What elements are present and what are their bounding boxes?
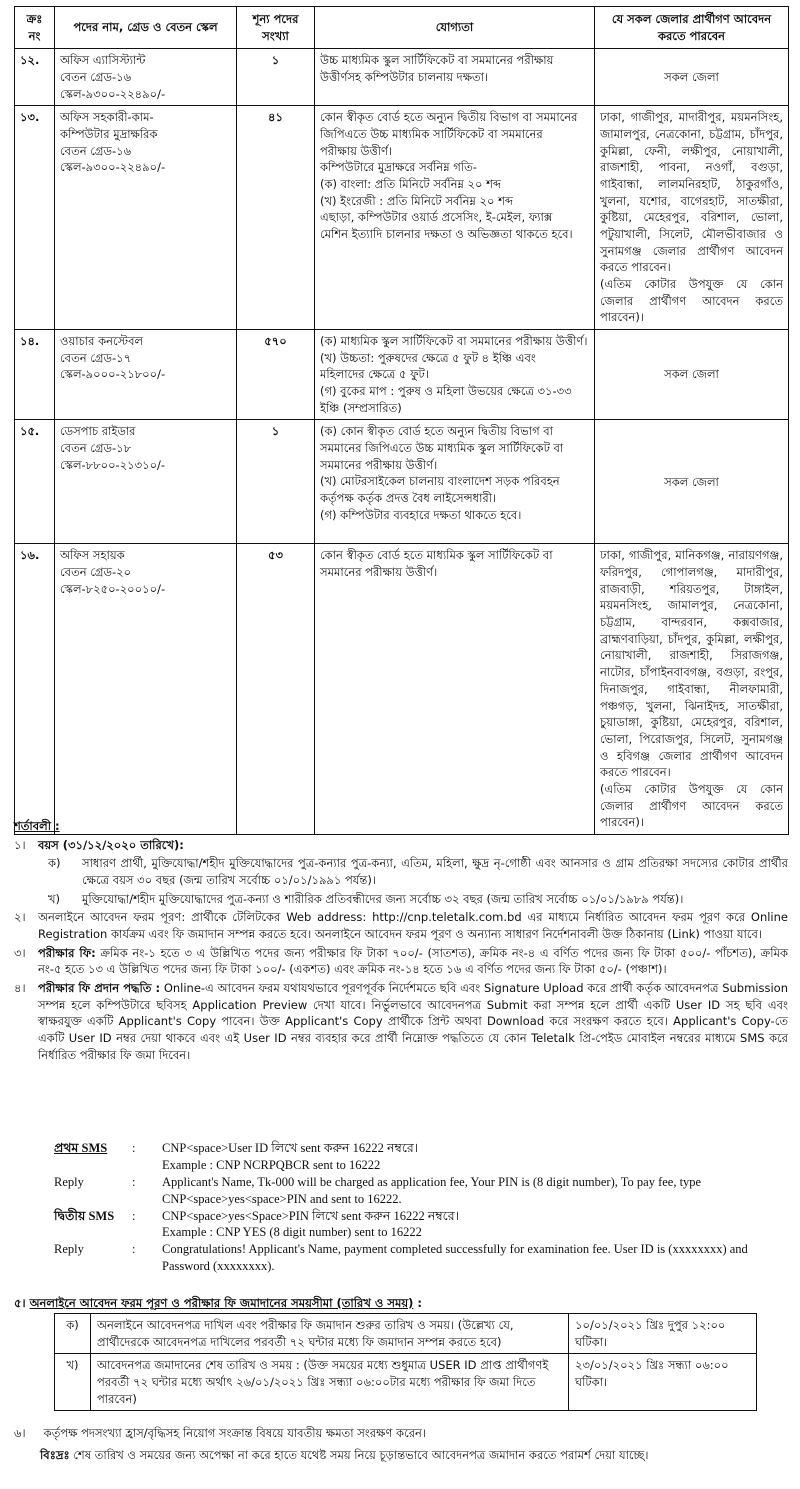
row-vacancy: ৪১: [237, 106, 315, 330]
schedule-key: ক): [55, 1314, 91, 1354]
sms-instructions: প্রথম SMS : CNP<space>User ID লিখে sent করুন 16222 নম্বরে। Example : CNP NCRPQBCR sent to 16222 Reply : Applicant's Name, Tk-000 will be charged as application fee, Your PIN is (8 digit number), To pay fee, type CNP<space>yes<space>PIN and sent to 16222. দ্বিতীয় SMS : CNP<space>yes<Space>PIN লিখে sent করুন 16222 নম্বরে। Example : CNP YES (8 digit number) sent to 16222 Reply : Congratulations! Applicant's Name, payment completed successfully for examination fee. User ID is (xxxxxxxx) and Password (xxxxxxxx).: [54, 1140, 754, 1275]
qual-line: (খ) উচ্চতা: পুরুষদের ক্ষেত্রে ৫ ফুট ৪ ইঞ্চি এবং: [320, 350, 536, 365]
post-line: অফিস সহায়ক: [60, 548, 125, 563]
schedule-when: ২৩/০১/২০২১ খ্রিঃ সন্ধ্যা ০৬:০০ ঘটিকা।: [569, 1354, 757, 1411]
conditions-section: [14, 818, 788, 1063]
qual-line: (গ) কম্পিউটার ব্যবহারে দক্ষতা থাকতে হবে।: [320, 507, 522, 522]
qual-line: কম্পিউটারে মুদ্রাক্ষরে সর্বনিম্ন গতি-: [320, 160, 477, 175]
footnote-head: বিঃদ্রঃ: [40, 1448, 70, 1462]
post-line: স্কেল-৯৩০০-২২৪৯০/-: [60, 160, 166, 175]
first-sms-example: Example : CNP NCRPQBCR sent to 16222: [162, 1157, 381, 1172]
first-sms-text: CNP<space>User ID লিখে sent করুন 16222 নম্বরে।: [162, 1141, 419, 1155]
qual-line: পরীক্ষায় উত্তীর্ণ।: [320, 143, 393, 158]
row-serial: ১৪.: [15, 330, 55, 420]
row-serial: ১৬.: [15, 544, 55, 834]
condition-heading: পরীক্ষার ফি:: [38, 945, 96, 960]
row-vacancy: ৫৭০: [237, 330, 315, 420]
header-post: পদের নাম, গ্রেড ও বেতন স্কেল: [55, 7, 237, 49]
qual-line: মেশিন ইত্যাদি চালনার দক্ষতা ও অভিজ্ঞতা থাকতে হবে।: [320, 227, 573, 242]
row-serial: ১২.: [15, 49, 55, 106]
table-row: [15, 106, 789, 330]
row-qualification: [315, 420, 595, 544]
table-row: [55, 1354, 757, 1411]
reply-label: Reply: [54, 1242, 84, 1257]
condition-age: [14, 837, 788, 908]
row-districts: সকল জেলা: [595, 49, 789, 106]
districts-list: ঢাকা, গাজীপুর, মানিকগঞ্জ, নারায়ণগঞ্জ, ফরিদপুর, গোপালগঞ্জ, মাদারীপুর, রাজবাড়ী, শরিয়তপুর, টাঙ্গাইল, ময়মনসিংহ, জামালপুর, নেত্রকোনা, চট্টগ্রাম, বান্দরবান, কক্সবাজার, ব্রাহ্মণবাড়িয়া, চাঁদপুর, কুমিল্লা, লক্ষীপুর, নোয়াখালী, রাজশাহী, সিরাজগঞ্জ, নাটোর, চাঁপাইনবাবগঞ্জ, বগুড়া, রংপুর, দিনাজপুর, গাইবান্ধা, নীলফামারী, পঞ্চগড়, খুলনা, ঝিনাইদহ, সাতক্ষীরা, চুয়াডাঙ্গা, কুষ্টিয়া, মেহেরপুর, বরিশাল, ভোলা, পিরোজপুর, সিলেট, সুনামগঞ্জ ও হবিগঞ্জ জেলার প্রার্থীগণ আবেদন করতে পারবেন।: [600, 548, 783, 780]
second-sms-example: Example : CNP YES (8 digit number) sent to 16222: [162, 1225, 422, 1240]
qual-line: (খ) ইংরেজী : প্রতি মিনিটে সর্বনিম্ন ২০ শব্দ: [320, 193, 514, 208]
sub-text: মুক্তিযোদ্ধা/শহীদ মুক্তিযোদ্ধাদের পুত্র-কন্যা ও শারীরিক প্রতিবন্ধীদের জন্য সর্বোচ্চ ৩২ বছর (জন্ম তারিখ সর্বোচ্চ ০১/০১/১৯৮৯ পর্যন্ত)।: [82, 891, 684, 906]
schedule-when: ১০/০১/২০২১ খ্রিঃ দুপুর ১২:০০ ঘটিকা।: [569, 1314, 757, 1354]
qual-line: জিপিএতে উচ্চ মাধ্যমিক সার্টিফিকেট বা সমমানের: [320, 127, 543, 142]
table-row: [15, 330, 789, 420]
qual-line: (ক) বাংলা: প্রতি মিনিটে সর্বনিম্ন ২০ শব্দ: [320, 177, 501, 192]
header-districts: যে সকল জেলার প্রার্থীগণ আবেদন করতে পারবেন: [595, 7, 789, 49]
qual-line: (ক) কোন স্বীকৃত বোর্ড হতে অন্যুন দ্বিতীয় বিভাগ বা: [320, 424, 554, 439]
qual-line: (গ) বুকের মাপ : পুরুষ ও মহিলা উভয়ের ক্ষেত্রে ৩১-৩৩: [320, 384, 572, 399]
sub-key: খ): [48, 891, 61, 906]
qual-line: উচ্চ মাধ্যমিক স্কুল সার্টিফিকেট বা সমমানের পরীক্ষায়: [320, 53, 554, 68]
qual-line: সমমানের জিপিএতে উচ্চ মাধ্যমিক স্কুল সার্টিফিকেট বা: [320, 441, 564, 456]
condition-text: Online-এ আবেদন ফরম যথাযথভাবে পূরণপূর্বক নির্দেশমতে ছবি এবং Signature Upload করে প্রার্থী কর্তৃক আবেদনপত্র Submission সম্পন্ন হলে কম্পিউটারে ছবিসহ Application Preview দেখা যাবে। নির্ভুলভাবে আবেদনপত্র Submit করা সম্পন্ন হলে প্রার্থী একটি User ID সহ ছবি এবং স্বাক্ষরযুক্ত একটি Applicant's Copy পাবেন। উক্ত Applicant's Copy প্রার্থীকে প্রিন্ট অথবা Download করে সংরক্ষণ করতে হবে। Applicant's Copy-তে একটি User ID নম্বর দেয়া থাকবে এবং এই User ID নম্বর ব্যবহার করে প্রার্থী নিম্নোক্ত পদ্ধতিতে যে কোন Teletalk প্রি-পেইড মোবাইল নম্বরের মাধ্যমে SMS করে নির্ধারিত পরীক্ষার ফি জমা দিবেন।: [38, 981, 788, 1062]
row-vacancy: ৫৩: [237, 544, 315, 834]
first-sms-label: প্রথম SMS: [54, 1141, 108, 1155]
row-qualification: [315, 106, 595, 330]
sub-text: সাধারণ প্রার্থী, মুক্তিযোদ্ধা/শহীদ মুক্তিযোদ্ধাদের পুত্র-কন্যার পুত্র-কন্যা, এতিম, মহিলা, ক্ষুদ্র নৃ-গোষ্ঠী এবং আনসার ও গ্রাম প্রতিরক্ষা সদস্যের কোটার প্রার্থীর ক্ষেত্রে বয়স ৩০ বছর (জন্ম তারিখ সর্বোচ্চ ০১/০১/১৯৯১ পর্যন্ত)।: [82, 856, 788, 888]
districts-note: (এতিম কোটার উপযুক্ত যে কোন জেলার প্রার্থীগণ আবেদন করতে পারবেন)।: [600, 781, 783, 830]
row-post: [55, 106, 237, 330]
qual-line: কোন স্বীকৃত বোর্ড হতে অন্যুন দ্বিতীয় বিভাগ বা সমমানের: [320, 110, 578, 125]
districts-list: ঢাকা, গাজীপুর, মাদারীপুর, ময়মনসিংহ, জামালপুর, নেত্রকোনা, চট্টগ্রাম, চাঁদপুর, কুমিল্লা, ফেনী, লক্ষীপুর, নোয়াখালী, রাজশাহী, পাবনা, নওগাঁ, বগুড়া, গাইবান্ধা, লালমনিরহাট, ঠাকুরগাঁও, খুলনা, যশোর, বাগেরহাট, সাতক্ষীরা, কুষ্টিয়া, মেহেরপুর, বরিশাল, ভোলা, পটুয়াখালী, সিলেট, মৌলভীবাজার ও সুনামগঞ্জ জেলার প্রার্থীগণ আবেদন করতে পারবেন।: [600, 110, 783, 275]
posts-table: [14, 6, 789, 835]
condition-authority: ৬। কর্তৃপক্ষ পদসংখ্যা হ্রাস/বৃদ্ধিসহ নিয়োগ সংক্রান্ত বিষয়ে যাবতীয় ক্ষমতা সংরক্ষণ করেন।: [14, 1426, 427, 1440]
qual-line: সমমানের পরীক্ষায় উত্তীর্ণ।: [320, 457, 438, 472]
post-line: বেতন গ্রেড-১৭: [60, 350, 132, 365]
condition-heading: পরীক্ষার ফি প্রদান পদ্ধতি :: [38, 981, 161, 996]
row-serial: ১৩.: [15, 106, 55, 330]
table-row: [15, 49, 789, 106]
post-line: অফিস সহকারী-কাম-: [60, 110, 154, 125]
qual-line: কর্তৃপক্ষ কর্তৃক প্রদত্ত বৈধ লাইসেন্সধারী।: [320, 491, 497, 506]
condition-heading: বয়স (৩১/১২/২০২০ তারিখে):: [38, 837, 184, 852]
post-line: স্কেল-৯৩০০-২২৪৯০/-: [60, 86, 166, 101]
row-vacancy: ১: [237, 49, 315, 106]
post-line: স্কেল-৮২৫০-২০০১০/-: [60, 581, 166, 596]
row-districts: [595, 106, 789, 330]
post-line: ওয়াচার কনস্টেবল: [60, 334, 144, 349]
header-serial: ক্রঃ নং: [15, 7, 55, 49]
qual-line: (ক) মাধ্যমিক স্কুল সার্টিফিকেট বা সমমানের পরীক্ষায় উত্তীর্ণ।: [320, 334, 588, 349]
schedule-desc: অনলাইনে আবেদনপত্র দাখিল এবং পরীক্ষার ফি জমাদান শুরুর তারিখ ও সময়। (উল্লেখ্য যে, প্রার্থীদেরকে আবেদনপত্র দাখিলের পরবর্তী ৭২ ঘন্টার মধ্যে ফি জমাদান সম্পন্ন করতে হবে): [91, 1314, 569, 1354]
row-post: [55, 49, 237, 106]
qual-line: ইঞ্চি (সম্প্রসারিত): [320, 400, 402, 415]
qual-line: উত্তীর্ণসহ কম্পিউটার চালনায় দক্ষতা।: [320, 70, 489, 85]
row-qualification: [315, 49, 595, 106]
condition-text: ক্রমিক নং-১ হতে ৩ এ উল্লিখিত পদের জন্য পরীক্ষার ফি টাকা ৭০০/- (সাতশত), ক্রমিক নং-৪ এ বর্ণিত পদের জন্য ফি টাকা ৫০০/- পাঁচশত), ক্রমিক নং-৫ হতে ১৩ এ উল্লিখিত পদের জন্য ফি টাকা ১০০/- (একশত) এবং ক্রমিক নং-১৪ হতে ১৬ এ বর্ণিত পদের জন্য ফি টাকা ৫০/- (পঞ্চাশ)।: [38, 945, 789, 977]
reply-text: Congratulations! Applicant's Name, payment completed successfully for examination fee. User ID is (xxxxxxxx) and Password (xxxxxxxx).: [162, 1242, 748, 1274]
post-line: কম্পিউটার মুদ্রাক্ষরিক: [60, 127, 158, 142]
post-line: ডেসপাচ রাইডার: [60, 424, 136, 439]
row-qualification: [315, 330, 595, 420]
schedule-table: [54, 1313, 757, 1411]
post-line: বেতন গ্রেড-১৮: [60, 441, 132, 456]
condition-number: ৪।: [14, 981, 26, 996]
post-line: বেতন গ্রেড-১৬: [60, 70, 132, 85]
post-line: বেতন গ্রেড-২০: [60, 565, 132, 580]
post-line: অফিস এ্যাসিস্ট্যান্ট: [60, 53, 146, 68]
header-qualification: যোগ্যতা: [315, 7, 595, 49]
row-post: [55, 330, 237, 420]
condition-text: অনলাইনে আবেদন ফরম পূরণ: প্রার্থীকে টেলিটকের Web address: http://cnp.teletalk.com.bd এর মাধ্যমে নির্ধারিত আবেদন ফরম পূরণ করে Online Registration কার্যক্রম এবং ফি জমাদান সম্পন্ন করতে হবে। অনলাইনে আবেদন ফরম পূরণ ও অন্যান্য সাধারণ নির্দেশনাবলী উক্ত ঠিকানায় (Link) পাওয়া যাবে।: [38, 910, 788, 942]
second-sms-text: CNP<space>yes<Space>PIN লিখে sent করুন 16222 নম্বরে।: [162, 1208, 460, 1223]
post-line: স্কেল-৮৮০০-২১৩১০/-: [60, 457, 166, 472]
row-districts: সকল জেলা: [595, 330, 789, 420]
table-row: [55, 1314, 757, 1354]
qual-line: কোন স্বীকৃত বোর্ড হতে মাধ্যমিক স্কুল সার্টিফিকেট বা: [320, 548, 553, 563]
table-header-row: [15, 7, 789, 49]
schedule-title: ৫। অনলাইনে আবেদন ফরম পূরণ ও পরীক্ষার ফি জমাদানের সময়সীমা (তারিখ ও সময়) :: [14, 1296, 422, 1310]
reply-text: Applicant's Name, Tk-000 will be charged as application fee, Your PIN is (8 digit number), To pay fee, type CNP<space>yes<space>PIN and sent to 16222.: [162, 1174, 702, 1206]
table-row: [15, 544, 789, 834]
qual-line: (খ) মোটরসাইকেল চালনায় বাংলাদেশ সড়ক পরিবহন: [320, 474, 560, 489]
second-sms-label: দ্বিতীয় SMS: [54, 1208, 115, 1223]
row-qualification: [315, 544, 595, 834]
condition-number: ১।: [14, 837, 26, 852]
row-serial: ১৫.: [15, 420, 55, 544]
conditions-title: শর্তাবলী :: [14, 819, 60, 833]
reply-label: Reply: [54, 1174, 84, 1189]
qual-line: সমমানের পরীক্ষায় উত্তীর্ণ।: [320, 565, 438, 580]
qual-line: এছাড়া, কম্পিউটার ওয়ার্ড প্রসেসিং, ই-মেইল, ফ্যাক্স: [320, 210, 553, 225]
sub-key: ক): [48, 856, 61, 871]
districts-note: (এতিম কোটার উপযুক্ত যে কোন জেলার প্রার্থীগণ আবেদন করতে পারবেন)।: [600, 277, 783, 325]
footnote: [40, 1447, 788, 1464]
condition-online-form: [14, 909, 788, 942]
row-post: [55, 420, 237, 544]
condition-fee-payment: [14, 980, 788, 1063]
row-vacancy: ১: [237, 420, 315, 544]
condition-number: ২।: [14, 910, 26, 925]
condition-exam-fee: [14, 945, 788, 978]
schedule-desc: আবেদনপত্র জমাদানের শেষ তারিখ ও সময় : (উক্ত সময়ের মধ্যে শুধুমাত্র USER ID প্রাপ্ত প্রার্থীগণই পরবর্তী ৭২ ঘন্টার মধ্যে অর্থাৎ ২৬/০১/২০২১ খ্রিঃ সন্ধ্যা ০৬:০০টার মধ্যে পরীক্ষার ফি জমা দিতে পারবেন): [91, 1354, 569, 1411]
row-districts: সকল জেলা: [595, 420, 789, 544]
table-row: [15, 420, 789, 544]
post-line: বেতন গ্রেড-১৬: [60, 143, 132, 158]
row-post: [55, 544, 237, 834]
footnote-text: শেষ তারিখ ও সময়ের জন্য অপেক্ষা না করে হাতে যথেষ্ট সময় নিয়ে চূড়ান্তভাবে আবেদনপত্র জমাদান করতে পরামর্শ দেয়া যাচ্ছে।: [73, 1448, 649, 1462]
row-districts: [595, 544, 789, 834]
condition-number: ৩।: [14, 945, 26, 960]
schedule-key: খ): [55, 1354, 91, 1411]
post-line: স্কেল-৯০০০-২১৮০০/-: [60, 367, 166, 382]
qual-line: মহিলাদের ক্ষেত্রে ৫ ফুট।: [320, 367, 429, 382]
header-vacancy: শূন্য পদের সংখ্যা: [237, 7, 315, 49]
